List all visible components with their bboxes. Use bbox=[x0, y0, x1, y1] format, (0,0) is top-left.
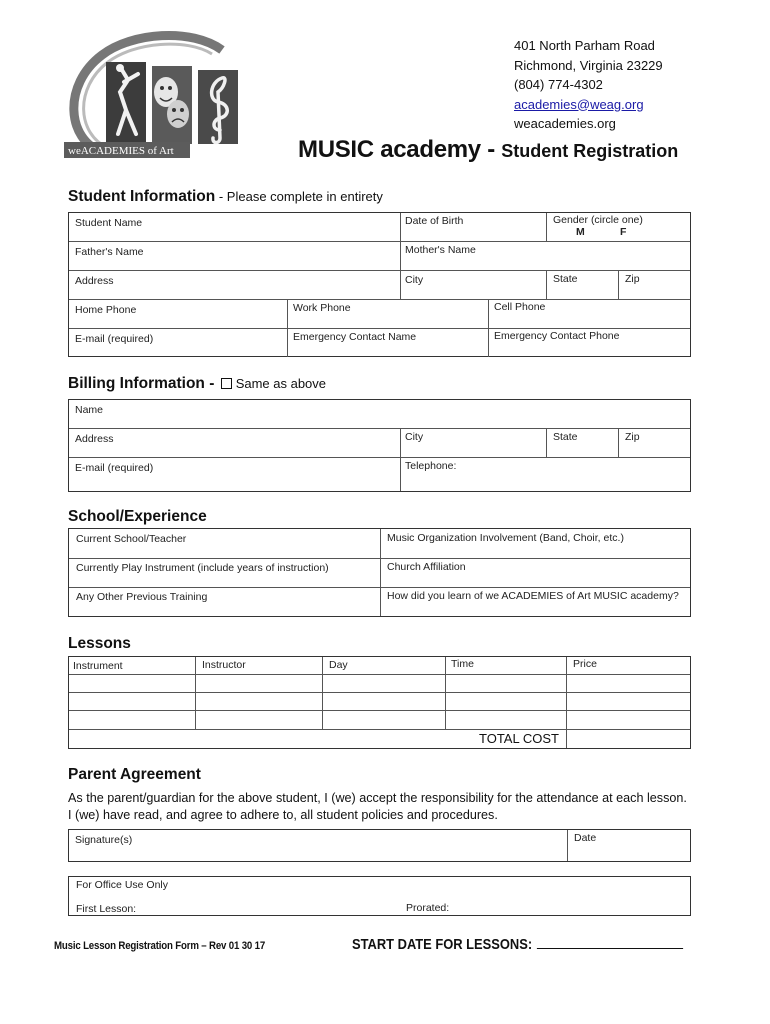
billing-city-label[interactable]: City bbox=[405, 431, 424, 443]
billing-address-label[interactable]: Address bbox=[75, 433, 114, 445]
city-state-zip: Richmond, Virginia 23229 bbox=[514, 57, 663, 73]
music-org-label[interactable]: Music Organization Involvement (Band, Choir, etc.) bbox=[387, 532, 624, 544]
title-main: MUSIC academy - bbox=[298, 136, 502, 163]
state-label[interactable]: State bbox=[553, 273, 578, 285]
lessons-col-instrument: Instrument bbox=[73, 660, 123, 672]
agreement-heading-text: Parent Agreement bbox=[68, 766, 201, 783]
student-info-table bbox=[68, 212, 691, 357]
billing-telephone-label[interactable]: Telephone: bbox=[405, 460, 457, 472]
school-info-table bbox=[68, 528, 691, 617]
lessons-heading-text: Lessons bbox=[68, 635, 131, 652]
phone-number: (804) 774-4302 bbox=[514, 77, 603, 92]
zip-label[interactable]: Zip bbox=[625, 273, 640, 285]
agreement-text: As the parent/guardian for the above student, I (we) accept the responsibility for the attendance at each lesson. I (we) have read, and agree to adhere to, all student policies and procedures. bbox=[68, 791, 687, 822]
work-phone-label[interactable]: Work Phone bbox=[293, 302, 351, 314]
billing-state-label[interactable]: State bbox=[553, 431, 578, 443]
instrument-experience-label[interactable]: Currently Play Instrument (include years of instruction) bbox=[76, 562, 329, 574]
prorated-label[interactable]: Prorated: bbox=[406, 902, 450, 914]
office-use-box bbox=[68, 876, 691, 916]
form-revision-text: Music Lesson Registration Form – Rev 01 30 17 bbox=[54, 940, 266, 952]
office-use-heading: For Office Use Only bbox=[76, 879, 168, 891]
mother-name-label[interactable]: Mother's Name bbox=[405, 244, 476, 256]
email-link[interactable]: academies@weag.org bbox=[514, 96, 644, 112]
school-heading-text: School/Experience bbox=[68, 508, 207, 525]
billing-name-label[interactable]: Name bbox=[75, 404, 104, 416]
other-training-label[interactable]: Any Other Previous Training bbox=[76, 591, 208, 603]
current-school-label[interactable]: Current School/Teacher bbox=[76, 533, 187, 545]
start-date-field[interactable] bbox=[352, 936, 683, 953]
performing-arts-logo-icon bbox=[62, 30, 246, 162]
gender-f-option[interactable]: F bbox=[620, 226, 627, 238]
emergency-phone-label[interactable]: Emergency Contact Phone bbox=[494, 330, 620, 342]
how-learn-label[interactable]: How did you learn of we ACADEMIES of Art MUSIC academy? bbox=[387, 590, 679, 602]
signature-label[interactable]: Signature(s) bbox=[75, 834, 133, 846]
same-as-above-label: Same as above bbox=[235, 376, 327, 391]
address-block bbox=[514, 36, 663, 134]
dob-label[interactable]: Date of Birth bbox=[405, 215, 464, 227]
billing-heading-dash: - bbox=[204, 375, 219, 392]
total-cost-label: TOTAL COST bbox=[479, 731, 559, 746]
first-lesson-label[interactable]: First Lesson: bbox=[76, 903, 137, 915]
title-sub: Student Registration bbox=[501, 141, 679, 161]
church-label[interactable]: Church Affiliation bbox=[387, 561, 466, 573]
street-address: 401 North Parham Road bbox=[514, 38, 655, 53]
lessons-table bbox=[68, 656, 691, 749]
cell-phone-label[interactable]: Cell Phone bbox=[494, 301, 546, 313]
lessons-col-instructor: Instructor bbox=[202, 659, 246, 671]
student-heading-text: Student Information bbox=[68, 188, 216, 205]
billing-email-label[interactable]: E-mail (required) bbox=[75, 462, 154, 474]
agreement-date-label[interactable]: Date bbox=[574, 832, 597, 844]
city-label[interactable]: City bbox=[405, 274, 424, 286]
student-heading-sub: - Please complete in entirety bbox=[215, 189, 383, 204]
billing-zip-label[interactable]: Zip bbox=[625, 431, 640, 443]
home-phone-label[interactable]: Home Phone bbox=[75, 304, 137, 316]
same-as-above-checkbox[interactable] bbox=[221, 378, 232, 389]
start-date-blank[interactable] bbox=[537, 936, 683, 949]
emergency-name-label[interactable]: Emergency Contact Name bbox=[293, 331, 417, 343]
lessons-col-day: Day bbox=[329, 659, 348, 671]
lessons-heading bbox=[68, 635, 131, 653]
lessons-col-price: Price bbox=[573, 658, 597, 670]
student-name-label[interactable]: Student Name bbox=[75, 217, 143, 229]
agreement-heading bbox=[68, 766, 201, 784]
billing-heading-text: Billing Information bbox=[68, 375, 205, 392]
father-name-label[interactable]: Father's Name bbox=[75, 246, 144, 258]
academies-logo bbox=[62, 30, 246, 162]
address-label[interactable]: Address bbox=[75, 275, 114, 287]
gender-label: Gender (circle one) bbox=[553, 214, 643, 226]
logo-banner-text: weACADEMIES of Art bbox=[68, 145, 174, 157]
email-label[interactable]: E-mail (required) bbox=[75, 333, 154, 345]
signature-table bbox=[68, 829, 691, 862]
school-heading bbox=[68, 508, 207, 526]
billing-info-table bbox=[68, 399, 691, 492]
student-info-heading bbox=[68, 188, 383, 206]
start-date-label: START DATE FOR LESSONS: bbox=[352, 936, 533, 953]
website-text: weacademies.org bbox=[514, 116, 616, 131]
page-title bbox=[298, 136, 678, 164]
gender-m-option[interactable]: M bbox=[576, 226, 585, 238]
billing-heading bbox=[68, 375, 326, 393]
lessons-col-time: Time bbox=[451, 658, 474, 670]
